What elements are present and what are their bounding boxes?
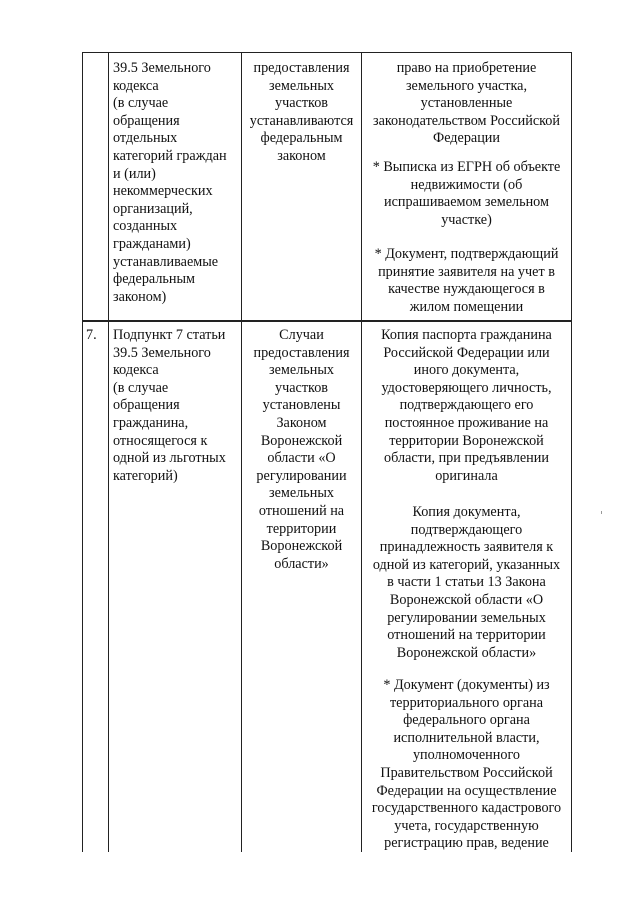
document-item: Копия паспорта гражданина Российской Федерации или иного документа, удостоверяющего личность, подтверждающего его постоянное проживание на территории Воронежской области, при предъявлении оригинала	[381, 327, 552, 484]
table-right-border	[571, 52, 572, 852]
legal-basis-cell: Подпункт 7 статьи 39.5 Земельного кодекса (в случае обращения гражданина, относящегося к одной из льготных категорий)	[113, 327, 226, 484]
table-top-border	[82, 52, 572, 53]
document-item: * Документ (документы) из территориального органа федерального органа исполнительной власти, уполномоченного Правительством Российской Федерации на осуществление государственного кадастрового учета, государственную регистрацию прав, ведение	[371, 677, 562, 852]
document-item: * Выписка из ЕГРН об объекте недвижимости (об испрашиваемом земельном участке)	[372, 159, 561, 228]
row-divider	[82, 320, 572, 322]
table-left-border	[82, 52, 83, 852]
document-item: право на приобретение земельного участка, установленные законодательством Российской Федерации	[372, 60, 560, 147]
column-divider-1	[108, 52, 109, 852]
column-divider-2	[241, 52, 242, 852]
conditions-cell: предоставления земельных участков устанавливаются федеральным законом	[249, 60, 354, 164]
row-number: 7.	[86, 327, 97, 343]
documents-table	[82, 52, 572, 852]
scan-speck	[601, 511, 602, 514]
column-divider-3	[361, 52, 362, 852]
document-item: Копия документа, подтверждающего принадлежность заявителя к одной из категорий, указанных в части 1 статьи 13 Закона Воронежской области «О регулировании земельных отношений на территории Воронежской области»	[372, 504, 561, 661]
legal-basis-cell: 39.5 Земельного кодекса (в случае обращения отдельных категорий граждан и (или) некоммерческих организаций, созданных гражданами) устанавливаемые федеральным законом)	[113, 60, 227, 305]
conditions-cell: Случаи предоставления земельных участков установлены Законом Воронежской области «О регулировании земельных отношений на территории Воронежской области»	[253, 327, 350, 572]
document-item: * Документ, подтверждающий принятие заявителя на учет в качестве нуждающегося в жилом помещении	[374, 246, 559, 315]
